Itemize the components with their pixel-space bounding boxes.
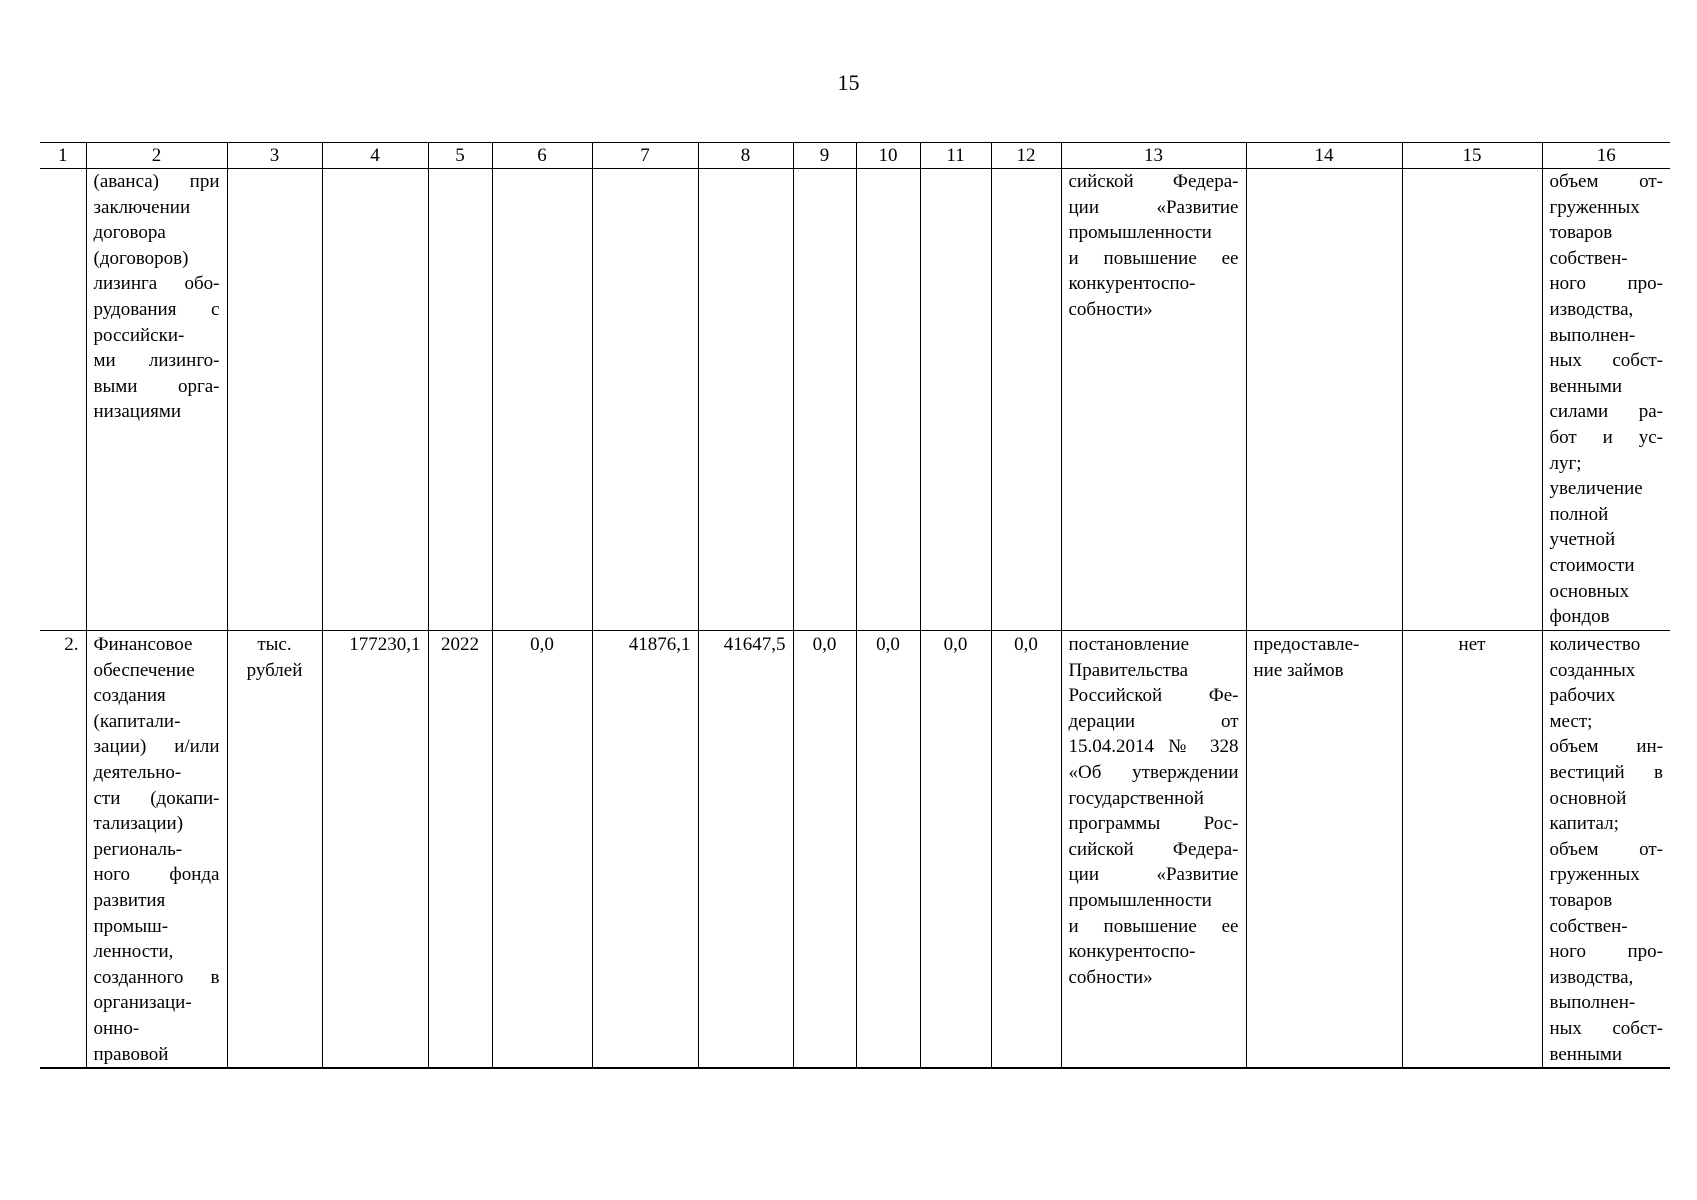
cell-line: промыш- <box>93 915 169 937</box>
cell-line: изводства, <box>1549 966 1634 988</box>
cell-line: низациями <box>93 401 182 423</box>
cell-col-9: 0,0 <box>793 631 856 1069</box>
cell-line: конкурентоспо- <box>1068 273 1196 295</box>
cell-line: создания <box>93 685 166 707</box>
cell-col-8 <box>698 169 793 631</box>
cell-line: объем ин- <box>1549 736 1663 758</box>
cell-line: правовой <box>93 1043 169 1065</box>
cell-line: и повышение ее <box>1068 915 1239 937</box>
cell-line: Правительства <box>1068 659 1189 681</box>
cell-line: промышленности <box>1068 889 1212 911</box>
cell-col-15: нет <box>1402 631 1542 1069</box>
cell-line: стоимости <box>1549 554 1635 576</box>
cell-line: дерации от <box>1068 710 1239 732</box>
cell-line: бот и ус- <box>1549 426 1663 448</box>
cell-col-4 <box>322 169 428 631</box>
table-row <box>40 631 1670 1069</box>
cell-col-15 <box>1402 169 1542 631</box>
cell-line: лизинга обо- <box>93 273 220 295</box>
cell-line: основных <box>1549 580 1629 602</box>
cell-line: рабочих <box>1549 685 1616 707</box>
cell-legal-basis <box>1061 169 1246 631</box>
cell-line: венными <box>1549 1043 1623 1065</box>
cell-line: ного фонда <box>93 864 220 886</box>
header-cell-14: 14 <box>1246 143 1402 169</box>
header-cell-5: 5 <box>428 143 492 169</box>
header-cell-4: 4 <box>322 143 428 169</box>
cell-line: учетной <box>1549 529 1616 551</box>
table-header-row <box>40 143 1670 169</box>
cell-line: объем от- <box>1549 171 1663 192</box>
cell-line: постановление <box>1068 634 1190 655</box>
cell-number: 2. <box>40 631 86 1069</box>
cell-description <box>86 631 227 1069</box>
cell-line: ми лизинго- <box>93 350 220 372</box>
cell-line: рудования с <box>93 298 220 320</box>
cell-line: собствен- <box>1549 247 1628 269</box>
cell-line: зации) и/или <box>93 736 220 758</box>
cell-line: груженных <box>1549 196 1640 218</box>
cell-line: луг; <box>1549 452 1582 474</box>
cell-col-10 <box>856 169 920 631</box>
cell-line: собности» <box>1068 298 1153 320</box>
header-cell-3: 3 <box>227 143 322 169</box>
cell-line: венными <box>1549 375 1623 397</box>
cell-line: деятельно- <box>93 761 182 783</box>
cell-line: (договоров) <box>93 247 189 269</box>
cell-support-form <box>1246 631 1402 1069</box>
header-cell-6: 6 <box>492 143 592 169</box>
header-cell-10: 10 <box>856 143 920 169</box>
cell-line: выполнен- <box>1549 324 1636 346</box>
cell-number <box>40 169 86 631</box>
cell-line: полной <box>1549 503 1609 525</box>
cell-line: (капитали- <box>93 710 181 732</box>
cell-line: количество <box>1549 634 1641 655</box>
cell-col-5 <box>428 169 492 631</box>
header-cell-9: 9 <box>793 143 856 169</box>
cell-line: обеспечение <box>93 659 195 681</box>
cell-line: Финансовое <box>93 634 193 655</box>
cell-legal-basis <box>1061 631 1246 1069</box>
cell-line: ние займов <box>1253 659 1344 681</box>
cell-col-6 <box>492 169 592 631</box>
header-cell-1: 1 <box>40 143 86 169</box>
cell-line: основной <box>1549 787 1627 809</box>
cell-line: сийской Федера- <box>1068 171 1239 192</box>
cell-col-11 <box>920 169 991 631</box>
cell-line: созданного в <box>93 966 220 988</box>
cell-col-12: 0,0 <box>991 631 1061 1069</box>
cell-line: программы Рос- <box>1068 813 1239 835</box>
cell-line: ции «Развитие <box>1068 864 1239 886</box>
cell-line: промышленности <box>1068 222 1212 244</box>
cell-line: «Об утверждении <box>1068 761 1239 783</box>
cell-col-12 <box>991 169 1061 631</box>
cell-line: государственной <box>1068 787 1204 809</box>
cell-line: собности» <box>1068 966 1153 988</box>
header-cell-8: 8 <box>698 143 793 169</box>
header-cell-2: 2 <box>86 143 227 169</box>
cell-line: сти (докапи- <box>93 787 220 809</box>
cell-line: груженных <box>1549 864 1640 886</box>
cell-col-8: 41647,5 <box>698 631 793 1069</box>
cell-line: ного про- <box>1549 273 1663 295</box>
cell-line: российски- <box>93 324 185 346</box>
cell-line: выполнен- <box>1549 992 1636 1014</box>
cell-line: товаров <box>1549 222 1613 244</box>
cell-line: выми орга- <box>93 375 220 397</box>
cell-line: тыс. <box>257 634 292 655</box>
cell-line: заключении <box>93 196 191 218</box>
header-cell-13: 13 <box>1061 143 1246 169</box>
cell-col-11: 0,0 <box>920 631 991 1069</box>
cell-line: рублей <box>246 659 303 681</box>
cell-col-9 <box>793 169 856 631</box>
cell-line: региональ- <box>93 838 183 860</box>
cell-line: Российской Фе- <box>1068 685 1239 707</box>
cell-col-10: 0,0 <box>856 631 920 1069</box>
cell-line: 15.04.2014 № 328 <box>1068 736 1239 758</box>
header-cell-11: 11 <box>920 143 991 169</box>
page-number: 15 <box>837 70 860 95</box>
cell-col-7 <box>592 169 698 631</box>
cell-col-6: 0,0 <box>492 631 592 1069</box>
data-table <box>40 142 1670 1069</box>
header-cell-16: 16 <box>1542 143 1670 169</box>
header-cell-7: 7 <box>592 143 698 169</box>
cell-unit <box>227 169 322 631</box>
cell-line: силами ра- <box>1549 401 1663 423</box>
cell-line: ных собст- <box>1549 1017 1663 1039</box>
cell-line: и повышение ее <box>1068 247 1239 269</box>
cell-line: изводства, <box>1549 298 1634 320</box>
header-cell-12: 12 <box>991 143 1061 169</box>
cell-indicators <box>1542 631 1670 1069</box>
cell-line: увеличение <box>1549 478 1643 500</box>
cell-line: созданных <box>1549 659 1636 681</box>
cell-line: капитал; <box>1549 813 1619 835</box>
cell-description <box>86 169 227 631</box>
cell-line: предоставле- <box>1253 634 1360 655</box>
cell-line: конкурентоспо- <box>1068 941 1196 963</box>
cell-col-5: 2022 <box>428 631 492 1069</box>
cell-line: ленности, <box>93 941 174 963</box>
table-row <box>40 169 1670 631</box>
cell-line: вестиций в <box>1549 761 1663 783</box>
cell-line: ных собст- <box>1549 350 1663 372</box>
cell-col-7: 41876,1 <box>592 631 698 1069</box>
cell-support-form <box>1246 169 1402 631</box>
cell-line: тализации) <box>93 813 184 835</box>
cell-line: товаров <box>1549 889 1613 911</box>
cell-indicators <box>1542 169 1670 631</box>
cell-line: (аванса) при <box>93 171 220 192</box>
cell-col-4: 177230,1 <box>322 631 428 1069</box>
cell-line: фондов <box>1549 606 1610 628</box>
cell-line: ного про- <box>1549 941 1663 963</box>
cell-unit <box>227 631 322 1069</box>
cell-line: сийской Федера- <box>1068 838 1239 860</box>
header-cell-15: 15 <box>1402 143 1542 169</box>
cell-line: договора <box>93 222 166 244</box>
cell-line: объем от- <box>1549 838 1663 860</box>
cell-line: онно- <box>93 1017 140 1039</box>
cell-line: мест; <box>1549 710 1593 732</box>
cell-line: организаци- <box>93 992 192 1014</box>
cell-line: ции «Развитие <box>1068 196 1239 218</box>
cell-line: развития <box>93 889 166 911</box>
cell-line: собствен- <box>1549 915 1628 937</box>
